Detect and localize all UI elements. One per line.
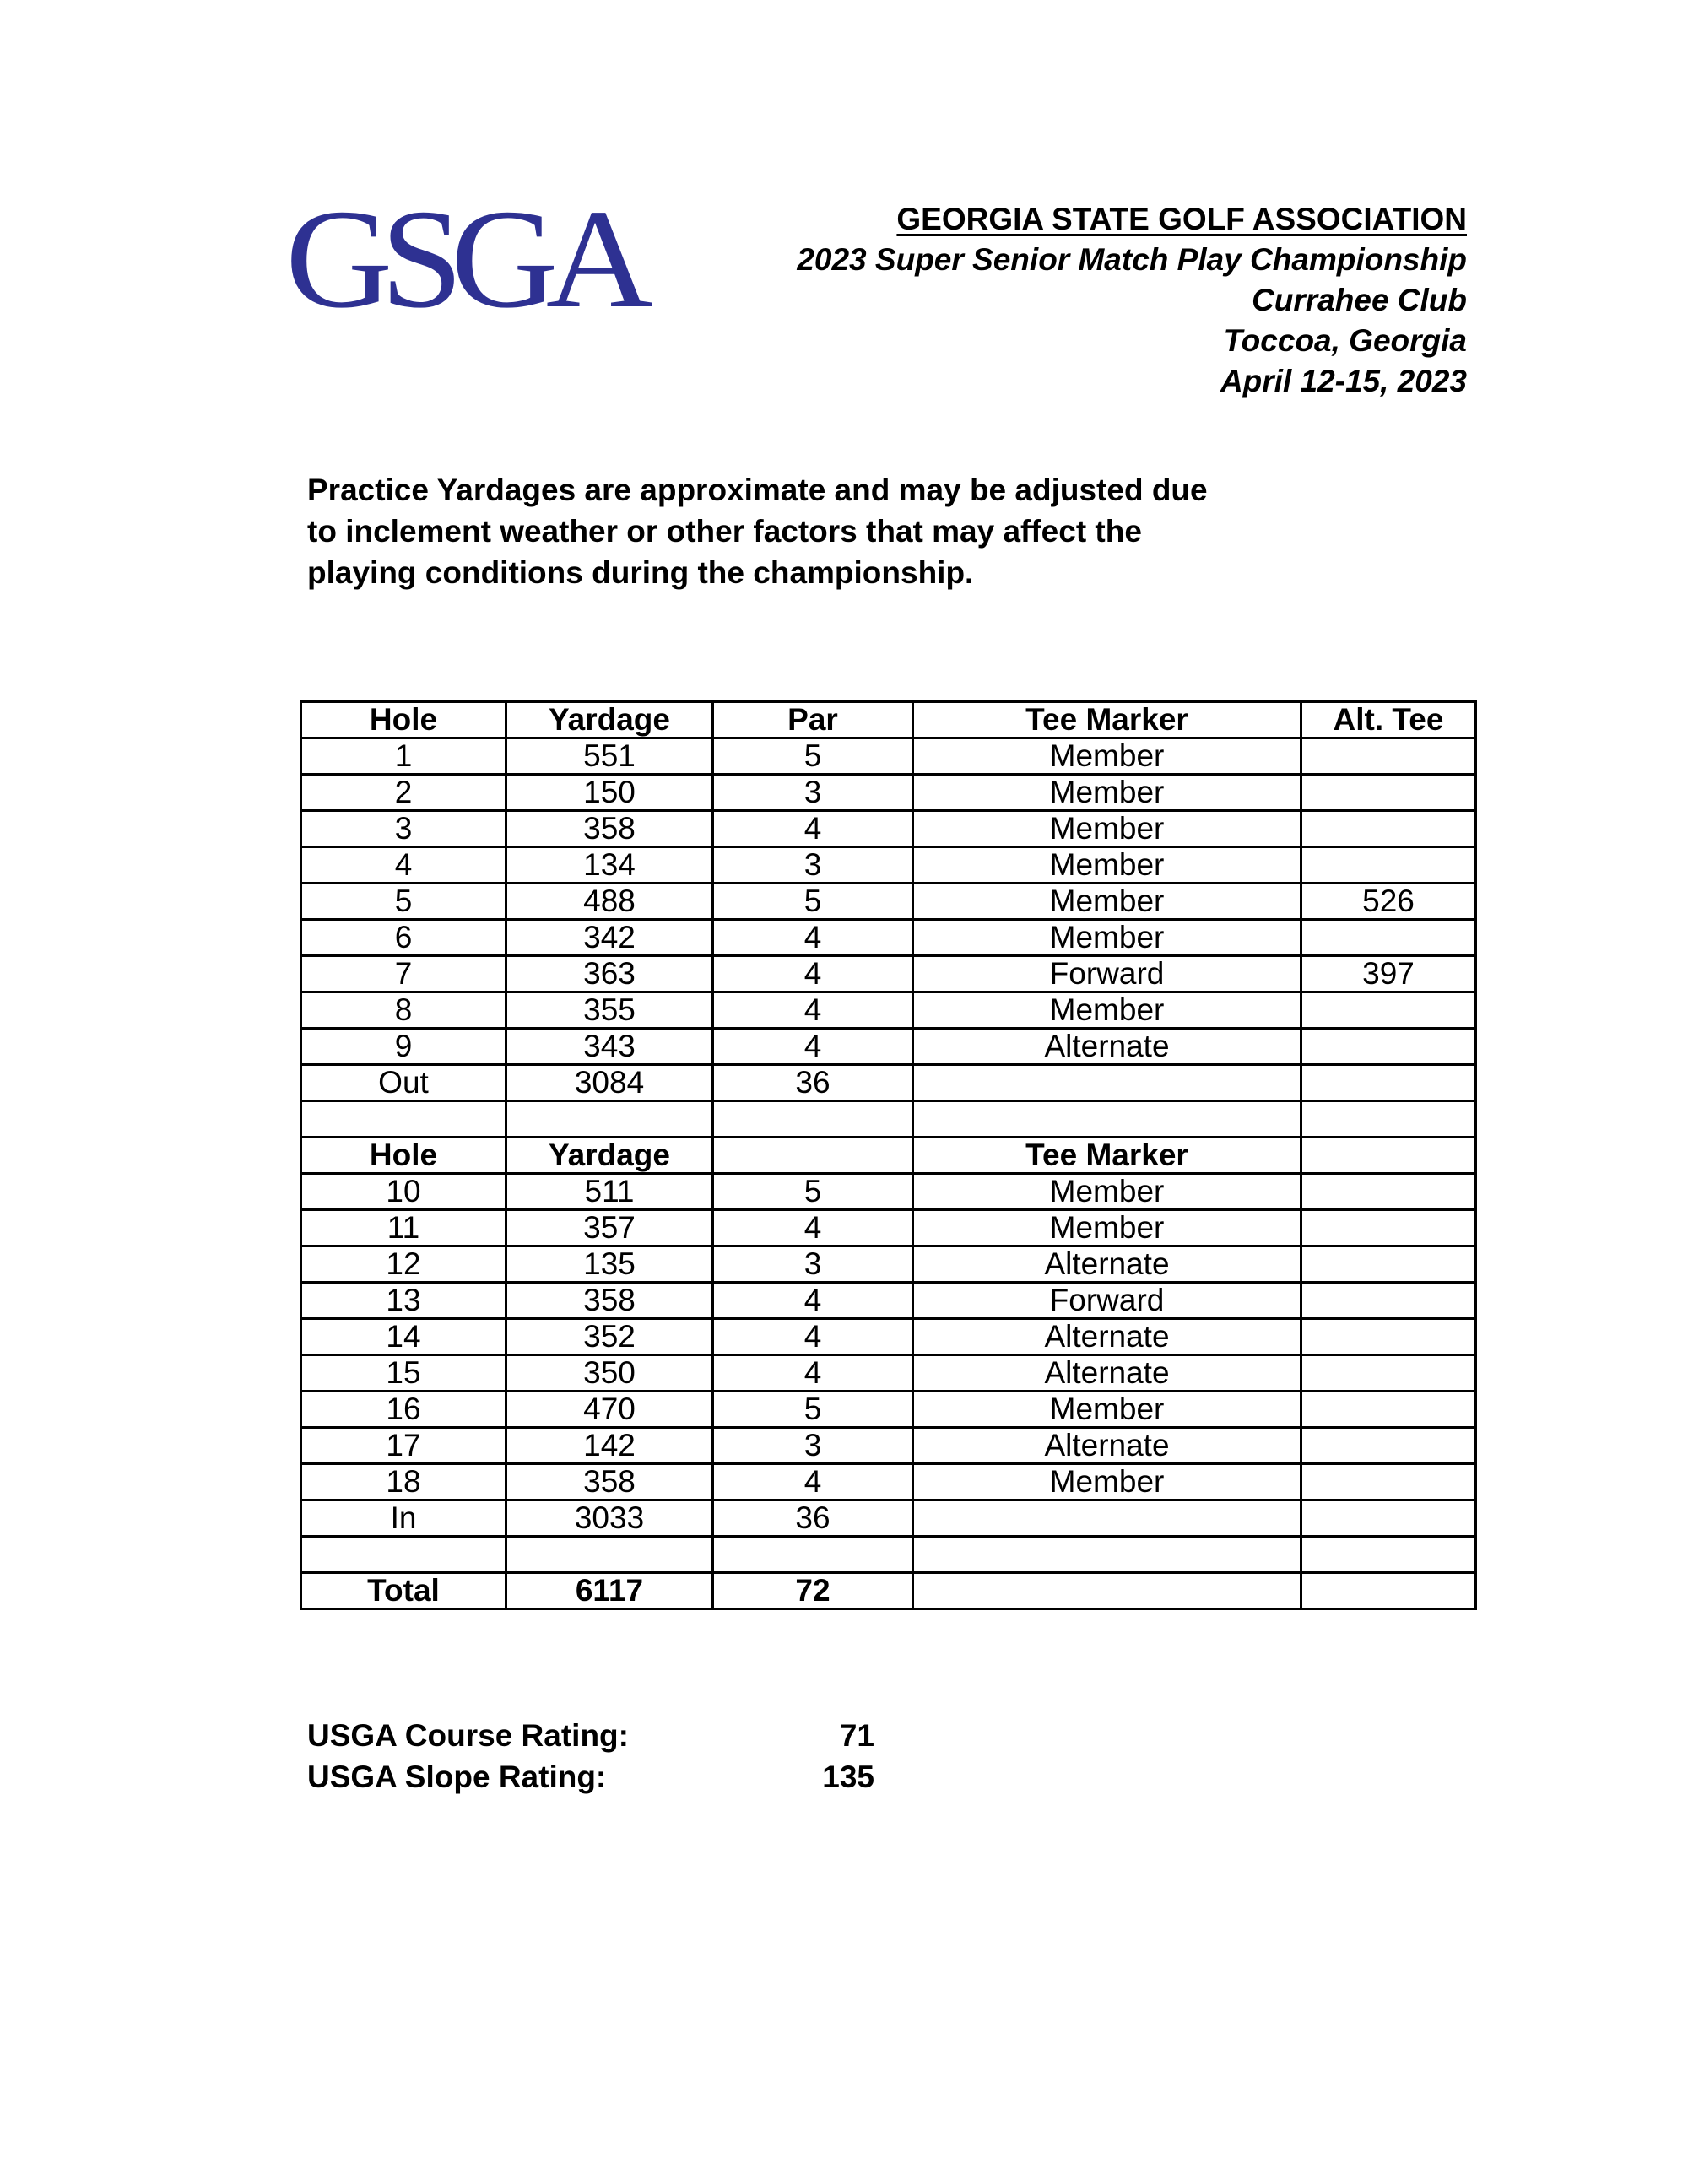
slope-rating-value: 135 (822, 1760, 874, 1794)
alt-tee-cell (1301, 1101, 1476, 1138)
par-cell: 5 (713, 1174, 913, 1210)
out-total-row (301, 1065, 1476, 1101)
alt-tee-cell (1301, 811, 1476, 847)
alt-tee-cell (1301, 992, 1476, 1029)
alt-tee-cell: Alt. Tee (1301, 702, 1476, 738)
hole-cell: 10 (301, 1174, 506, 1210)
usga-ratings (307, 1715, 874, 1797)
par-cell: 3 (713, 775, 913, 811)
hole-cell: 11 (301, 1210, 506, 1246)
event-dates: April 12-15, 2023 (1220, 364, 1467, 398)
tee-marker-cell (913, 1101, 1301, 1138)
par-cell: 36 (713, 1500, 913, 1537)
tee-marker-cell: Member (913, 1174, 1301, 1210)
tee-marker-cell: Member (913, 775, 1301, 811)
tee-marker-cell: Tee Marker (913, 1138, 1301, 1174)
hole-cell: 15 (301, 1355, 506, 1392)
hole-cell: 5 (301, 884, 506, 920)
event-location: Toccoa, Georgia (1223, 323, 1467, 358)
tee-marker-cell: Alternate (913, 1246, 1301, 1283)
table-row (301, 920, 1476, 956)
event-title: 2023 Super Senior Match Play Championship (797, 242, 1467, 277)
hole-cell: Hole (301, 702, 506, 738)
in-total-row (301, 1500, 1476, 1537)
tee-marker-cell: Forward (913, 956, 1301, 992)
gsga-logo: GSGA (285, 181, 641, 338)
par-cell: 5 (713, 1392, 913, 1428)
yardage-cell: Yardage (506, 702, 713, 738)
par-cell (713, 1537, 913, 1573)
hole-cell: 7 (301, 956, 506, 992)
hole-cell: 16 (301, 1392, 506, 1428)
alt-tee-cell (1301, 1500, 1476, 1537)
table-row (301, 1392, 1476, 1428)
hole-cell: Total (301, 1573, 506, 1609)
yardage-table-body (301, 702, 1476, 1609)
hole-cell: 14 (301, 1319, 506, 1355)
par-cell: 4 (713, 1464, 913, 1500)
tee-marker-cell: Member (913, 847, 1301, 884)
yardage-cell: 358 (506, 811, 713, 847)
yardage-cell: 142 (506, 1428, 713, 1464)
hole-cell: 13 (301, 1283, 506, 1319)
par-cell: 72 (713, 1573, 913, 1609)
yardage-cell: 358 (506, 1464, 713, 1500)
yardage-cell: 511 (506, 1174, 713, 1210)
yardage-cell: 343 (506, 1029, 713, 1065)
notice-line: to inclement weather or other factors that may affect the (307, 514, 1142, 549)
alt-tee-cell (1301, 1392, 1476, 1428)
hole-cell: 12 (301, 1246, 506, 1283)
tee-marker-cell: Member (913, 920, 1301, 956)
table-row (301, 1464, 1476, 1500)
hole-cell: 18 (301, 1464, 506, 1500)
par-cell: 4 (713, 1319, 913, 1355)
yardage-cell: 3084 (506, 1065, 713, 1101)
yardage-cell: 3033 (506, 1500, 713, 1537)
table-row (301, 992, 1476, 1029)
tee-marker-cell: Alternate (913, 1428, 1301, 1464)
yardage-cell: 352 (506, 1319, 713, 1355)
par-cell: 4 (713, 956, 913, 992)
table-row (301, 1174, 1476, 1210)
tee-marker-cell: Forward (913, 1283, 1301, 1319)
hole-cell: 4 (301, 847, 506, 884)
par-cell: 4 (713, 920, 913, 956)
table-row (301, 1428, 1476, 1464)
yardage-cell: 363 (506, 956, 713, 992)
table-row (301, 1210, 1476, 1246)
par-cell: 3 (713, 1246, 913, 1283)
par-cell: Par (713, 702, 913, 738)
hole-cell: 3 (301, 811, 506, 847)
alt-tee-cell (1301, 1246, 1476, 1283)
table-row (301, 1246, 1476, 1283)
hole-cell: Hole (301, 1138, 506, 1174)
notice-line: playing conditions during the championship. (307, 555, 974, 590)
document-header (797, 199, 1467, 402)
hole-cell: 17 (301, 1428, 506, 1464)
tee-marker-cell: Alternate (913, 1319, 1301, 1355)
par-cell: 4 (713, 1029, 913, 1065)
tee-marker-cell: Member (913, 1210, 1301, 1246)
hole-cell: In (301, 1500, 506, 1537)
yardage-cell: 355 (506, 992, 713, 1029)
course-rating-label: USGA Course Rating: (307, 1718, 629, 1753)
tee-marker-cell (913, 1500, 1301, 1537)
par-cell: 4 (713, 992, 913, 1029)
alt-tee-cell (1301, 1065, 1476, 1101)
tee-marker-cell: Member (913, 811, 1301, 847)
tee-marker-cell: Member (913, 884, 1301, 920)
yardage-cell: 134 (506, 847, 713, 884)
par-cell: 3 (713, 847, 913, 884)
spacer-row (301, 1101, 1476, 1138)
alt-tee-cell: 397 (1301, 956, 1476, 992)
table-row (301, 811, 1476, 847)
yardage-cell: 150 (506, 775, 713, 811)
yardage-cell: 488 (506, 884, 713, 920)
tee-marker-cell: Member (913, 738, 1301, 775)
par-cell: 5 (713, 738, 913, 775)
yardage-cell: 342 (506, 920, 713, 956)
table-row (301, 956, 1476, 992)
yardage-cell (506, 1537, 713, 1573)
tee-marker-cell (913, 1573, 1301, 1609)
alt-tee-cell (1301, 847, 1476, 884)
yardage-table (300, 700, 1477, 1610)
par-cell: 36 (713, 1065, 913, 1101)
tee-marker-cell (913, 1065, 1301, 1101)
yardage-cell: 135 (506, 1246, 713, 1283)
tee-marker-cell (913, 1537, 1301, 1573)
practice-yardage-notice (307, 469, 1320, 593)
alt-tee-cell: 526 (1301, 884, 1476, 920)
venue-name: Currahee Club (1252, 283, 1467, 317)
par-cell: 3 (713, 1428, 913, 1464)
tee-marker-cell: Alternate (913, 1355, 1301, 1392)
alt-tee-cell (1301, 1319, 1476, 1355)
yardage-cell: 357 (506, 1210, 713, 1246)
hole-cell: 9 (301, 1029, 506, 1065)
table-header-row (301, 702, 1476, 738)
table-row (301, 775, 1476, 811)
table-row (301, 847, 1476, 884)
alt-tee-cell (1301, 920, 1476, 956)
par-cell (713, 1138, 913, 1174)
yardage-cell: 551 (506, 738, 713, 775)
alt-tee-cell (1301, 1283, 1476, 1319)
yardage-cell: 470 (506, 1392, 713, 1428)
hole-cell (301, 1101, 506, 1138)
table-row (301, 1283, 1476, 1319)
alt-tee-cell (1301, 775, 1476, 811)
tee-marker-cell: Member (913, 992, 1301, 1029)
course-rating-value: 71 (839, 1718, 874, 1753)
par-cell (713, 1101, 913, 1138)
organization-name: GEORGIA STATE GOLF ASSOCIATION (896, 202, 1467, 236)
hole-cell (301, 1537, 506, 1573)
yardage-cell (506, 1101, 713, 1138)
par-cell: 5 (713, 884, 913, 920)
alt-tee-cell (1301, 1464, 1476, 1500)
par-cell: 4 (713, 1210, 913, 1246)
course-rating-row (307, 1715, 874, 1756)
alt-tee-cell (1301, 1174, 1476, 1210)
table-header-row (301, 1138, 1476, 1174)
yardage-cell: 350 (506, 1355, 713, 1392)
par-cell: 4 (713, 811, 913, 847)
alt-tee-cell (1301, 1537, 1476, 1573)
notice-line: Practice Yardages are approximate and may be adjusted due (307, 473, 1208, 507)
tee-marker-cell: Member (913, 1464, 1301, 1500)
hole-cell: 6 (301, 920, 506, 956)
table-row (301, 738, 1476, 775)
par-cell: 4 (713, 1355, 913, 1392)
table-row (301, 1029, 1476, 1065)
tee-marker-cell: Member (913, 1392, 1301, 1428)
par-cell: 4 (713, 1283, 913, 1319)
yardage-cell: 358 (506, 1283, 713, 1319)
tee-marker-cell: Alternate (913, 1029, 1301, 1065)
yardage-cell: 6117 (506, 1573, 713, 1609)
alt-tee-cell (1301, 1138, 1476, 1174)
table-row (301, 1319, 1476, 1355)
table-row (301, 884, 1476, 920)
spacer-row (301, 1537, 1476, 1573)
hole-cell: 1 (301, 738, 506, 775)
hole-cell: 2 (301, 775, 506, 811)
alt-tee-cell (1301, 1355, 1476, 1392)
alt-tee-cell (1301, 1210, 1476, 1246)
table-row (301, 1355, 1476, 1392)
alt-tee-cell (1301, 1573, 1476, 1609)
yardage-cell: Yardage (506, 1138, 713, 1174)
grand-total-row (301, 1573, 1476, 1609)
hole-cell: Out (301, 1065, 506, 1101)
alt-tee-cell (1301, 1428, 1476, 1464)
alt-tee-cell (1301, 738, 1476, 775)
alt-tee-cell (1301, 1029, 1476, 1065)
tee-marker-cell: Tee Marker (913, 702, 1301, 738)
hole-cell: 8 (301, 992, 506, 1029)
slope-rating-row (307, 1756, 874, 1797)
slope-rating-label: USGA Slope Rating: (307, 1760, 607, 1794)
